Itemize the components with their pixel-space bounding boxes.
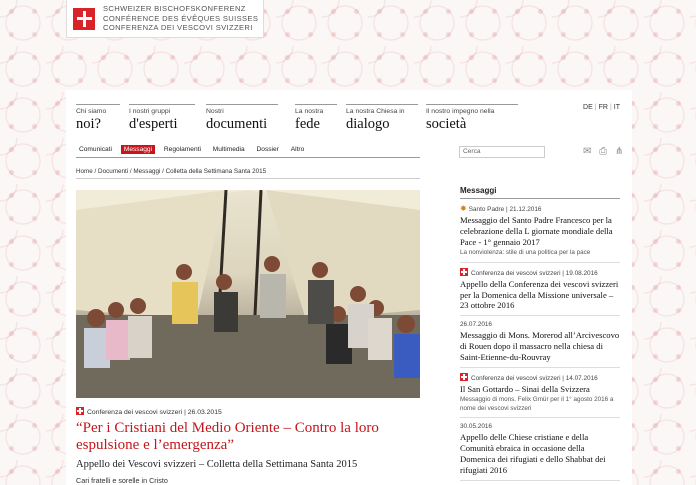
breadcrumb-current: Colletta della Settimana Santa 2015 bbox=[165, 168, 267, 175]
nav-item-small-label: La nostra Chiesa in bbox=[346, 108, 405, 115]
subnav-dossier[interactable]: Dossier bbox=[256, 146, 279, 153]
nav-item-dialogo[interactable] bbox=[346, 104, 418, 140]
tent-scene-illustration bbox=[76, 190, 420, 398]
page-tools bbox=[578, 146, 623, 157]
nav-item-large-label: fede bbox=[295, 116, 320, 132]
nav-item-documenti[interactable] bbox=[206, 104, 278, 140]
swiss-cross-icon bbox=[460, 268, 468, 276]
nav-item-small-label: Il nostro impegno nella bbox=[426, 108, 495, 115]
subnav-regolamenti[interactable]: Regolamenti bbox=[163, 146, 201, 153]
main-navigation bbox=[76, 104, 622, 140]
breadcrumb: Home / Documenti / Messaggi / Colletta della Settimana Santa 2015 bbox=[76, 168, 420, 179]
article-body: Cari fratelli e sorelle in Cristo bbox=[76, 476, 168, 485]
logo-line-it: CONFERENZA DEI VESCOVI SVIZZERI bbox=[103, 23, 253, 33]
sidebar-messaggi bbox=[460, 186, 620, 481]
logo-line-fr: CONFÉRENCE DES ÉVÊQUES SUISSES bbox=[103, 13, 259, 23]
page-content bbox=[66, 90, 632, 485]
swiss-cross-icon bbox=[460, 373, 468, 381]
article-source: Conferenza dei vescovi svizzeri bbox=[87, 409, 183, 416]
subnav-altro[interactable]: Altro bbox=[290, 146, 305, 153]
nav-item-societa[interactable] bbox=[426, 104, 518, 140]
news-title[interactable]: Il San Gottardo – Sinai della Svizzera bbox=[460, 383, 590, 394]
search-input[interactable]: Cerca bbox=[459, 146, 545, 158]
nav-item-fede[interactable] bbox=[295, 104, 337, 140]
star-icon: ✸ bbox=[460, 204, 467, 213]
article-meta: Conferenza dei vescovi svizzeri | 26.03.2015 bbox=[76, 407, 222, 416]
mail-icon[interactable]: ✉ bbox=[583, 146, 592, 157]
article-date: 26.03.2015 bbox=[187, 409, 222, 416]
news-date: 14.07.2016 bbox=[565, 374, 598, 382]
sub-navigation bbox=[76, 145, 420, 158]
news-date: 26.07.2016 bbox=[460, 321, 492, 329]
sidebar-news-item[interactable] bbox=[460, 368, 620, 419]
subnav-comunicati[interactable]: Comunicati bbox=[79, 146, 112, 153]
subnav-multimedia[interactable]: Multimedia bbox=[212, 146, 245, 153]
share-icon[interactable]: ⋔ bbox=[614, 146, 624, 157]
news-date: 30.05.2016 bbox=[460, 423, 492, 431]
news-source: Santo Padre bbox=[468, 206, 505, 213]
lang-de-link[interactable]: DE bbox=[583, 104, 593, 111]
news-title[interactable]: Messaggio del Santo Padre Francesco per la celebrazione della L giornate mondiale della Pace - 1° gennaio 2017 bbox=[460, 215, 613, 247]
nav-item-chi-siamo[interactable] bbox=[76, 104, 120, 140]
nav-item-large-label: documenti bbox=[206, 116, 268, 132]
article-title[interactable]: “Per i Cristiani del Medio Oriente – Contro la loro espulsione e l’emergenza” bbox=[76, 420, 379, 453]
logo-text bbox=[103, 4, 258, 33]
nav-item-large-label: società bbox=[426, 116, 467, 132]
swiss-cross-icon bbox=[73, 8, 95, 30]
article-photo bbox=[76, 190, 420, 398]
sidebar-news-item[interactable] bbox=[460, 199, 620, 263]
breadcrumb-messaggi[interactable]: Messaggi bbox=[133, 168, 161, 175]
news-subtitle: Messaggio di mons. Felix Gmür per il 1° agosto 2016 a nome dei vescovi svizzeri bbox=[460, 396, 614, 412]
article-subtitle: Appello dei Vescovi svizzeri – Colletta della Settimana Santa 2015 bbox=[76, 459, 358, 470]
subnav-messaggi[interactable]: Messaggi bbox=[121, 145, 155, 154]
news-source: Conferenza dei vescovi svizzeri bbox=[471, 269, 561, 277]
news-title[interactable]: Appello delle Chiese cristiane e della Comunità ebraica in occasione della Domenica dei rifugiati e dello Shabbat dei rifugiati 2016 bbox=[460, 432, 606, 475]
breadcrumb-home[interactable]: Home bbox=[76, 168, 93, 175]
nav-item-small-label: La nostra bbox=[295, 108, 324, 115]
language-switcher bbox=[581, 104, 622, 111]
breadcrumb-documenti[interactable]: Documenti bbox=[98, 168, 129, 175]
lang-it-link[interactable]: IT bbox=[613, 104, 620, 111]
news-meta: ✸ Santo Padre | 21.12.2016 bbox=[460, 204, 542, 213]
sidebar-news-item[interactable] bbox=[460, 316, 620, 367]
news-meta: Conferenza dei vescovi svizzeri | 19.08.2016 bbox=[460, 268, 620, 277]
news-source: Conferenza dei vescovi svizzeri bbox=[471, 374, 561, 382]
news-meta bbox=[460, 321, 620, 328]
news-date: 21.12.2016 bbox=[509, 206, 542, 213]
nav-item-large-label: dialogo bbox=[346, 116, 390, 132]
swiss-cross-icon bbox=[76, 407, 84, 415]
nav-item-small-label: Chi siamo bbox=[76, 108, 107, 115]
logo-line-de: SCHWEIZER BISCHOFSKONFERENZ bbox=[103, 4, 246, 13]
nav-item-large-label: d'esperti bbox=[129, 116, 178, 132]
news-meta: Conferenza dei vescovi svizzeri | 14.07.2016 bbox=[460, 373, 620, 382]
news-title[interactable]: Appello della Conferenza dei vescovi svizzeri per la Domenica della Missione universale – 23 ottobre 2016 bbox=[460, 278, 619, 311]
news-subtitle: La nonviolenza: stile di una politica per la pace bbox=[460, 249, 591, 257]
print-icon[interactable]: ⎙ bbox=[599, 146, 608, 157]
news-meta bbox=[460, 423, 620, 430]
nav-item-small-label: I nostri gruppi bbox=[129, 108, 171, 115]
nav-item-large-label: noi? bbox=[76, 116, 101, 132]
sidebar-heading: Messaggi bbox=[460, 186, 620, 199]
divider: | bbox=[609, 104, 612, 111]
news-date: 19.08.2016 bbox=[565, 269, 598, 277]
sidebar-news-item[interactable] bbox=[460, 263, 620, 316]
sidebar-news-item[interactable] bbox=[460, 418, 620, 480]
nav-item-small-label: Nostri bbox=[206, 108, 224, 115]
divider: | bbox=[594, 104, 597, 111]
nav-item-gruppi-esperti[interactable] bbox=[129, 104, 195, 140]
news-title[interactable]: Messaggio di Mons. Morerod all’Arcivescovo di Rouen dopo il massacro nella chiesa di Saint-Etienne-du-Rouvray bbox=[460, 330, 620, 362]
site-logo[interactable] bbox=[66, 0, 264, 38]
lang-fr-link[interactable]: FR bbox=[598, 104, 608, 111]
